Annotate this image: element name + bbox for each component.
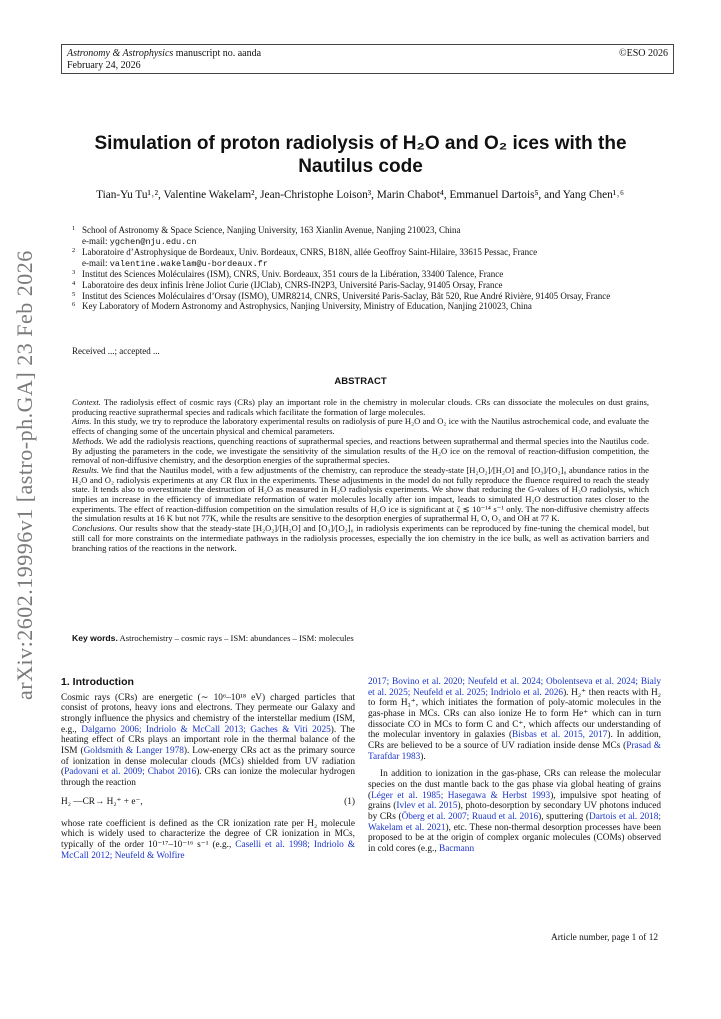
citation-link[interactable]: Padovani et al. 2009; Chabot 2016 (64, 767, 197, 778)
journal-name: Astronomy & Astrophysics (67, 48, 174, 59)
section-title: 1. Introduction (61, 676, 134, 688)
affiliation-2: 2 Laboratoire d’Astrophysique de Bordeaux, Univ. Bordeaux, CNRS, B18N, allée Geoffroy Saint-Hilaire, 33615 Pessac, France e-mail: valentine.wakelam@u-bordeaux.fr (72, 247, 538, 269)
affiliations (72, 225, 657, 312)
citation-link[interactable]: Dartois et al. 2018; Wakelam et al. 2021 (368, 811, 661, 833)
abstract-results: Results. We find that the Nautilus model, with a few adjustments of the chemistry, can reproduce the steady-state [H₂O₂]/[H₂O] and [O₃]/[O₂]₀ abundance ratios in the H₂O and O₂ radiolysis experiments at any CR flux in the experiments. These adjustments in the model do not fully reproduce the fluence required to reach the steady state. It tends also to overestimate the destruction of H₂O as measured in H₂O radiolysis experiments. We show that reducing the G-values of H₂O radiolysis, which implies an increase in the efficiency of immediate reformation of water molecules locally after ion impact, leads to simulated H₂O destruction rates closer to the experiments. The effect of reaction-diffusion competition on the simulation results of H₂O ice is significant at ζ ≲ 10⁻¹⁴ s⁻¹ only. The non-diffusive chemistry affects the simulation results at 16 K but not 77K, while the results are sensitive to the desorption energies of suprathermal H, O, O₃ and OH at 77 K. (72, 464, 649, 524)
citation-link[interactable]: Goldsmith & Langer 1978 (83, 745, 184, 756)
intro-paragraph-2: whose rate coefficient is defined as the CR ionization rate per H₂ molecule which is widely used to characterize the degree of CR ionization in MCs, typically of the order 10⁻¹⁷–10⁻¹⁶ s⁻¹ (e.g., Caselli et al. 1998; Indriolo & McCall 2012; Neufeld & Wolfire (61, 818, 356, 861)
equation-number: (1) (344, 796, 355, 807)
citation-link[interactable]: Prasad & Tarafdar 1983 (368, 740, 661, 762)
affiliation-1: 1 School of Astronomy & Space Science, Nanjing University, 163 Xianlin Avenue, Nanjing 210023, China e-mail: ygchen@nju.edu.cn (72, 225, 461, 247)
equation-1 (61, 797, 355, 811)
intro-paragraph-2-cont: 2017; Bovino et al. 2020; Neufeld et al. 2024; Obolentseva et al. 2024; Bialy et al. 2025; Neufeld et al. 2025; Indriolo et al. 2026). H₂⁺ then reacts with H₂ to form H₃⁺, which initiates the formation of poly-atomic molecules in the gas-phase in MCs. CRs can also ionize He to form He⁺ which can in turn dissociate CO in MCs to form C and C⁺, which affects our understanding of the molecular inventory in galaxies (Bisbas et al. 2015, 2017). In addition, CRs are believed to be a source of UV radiation inside dense MCs (Prasad & Tarafdar 1983). (368, 677, 662, 762)
right-column (368, 677, 661, 855)
abstract-conclusions: Conclusions. Our results show that the steady-state [H₂O₂]/[H₂O] and [O₃]/[O₂]₀ in radiolysis experiments can be reproduced by fine-tuning the chemical model, but still call for more constraints on the intermediate pathways in the radiolysis processes, especially the ion chemistry in the ice bulk, as well as activation barriers and branching ratios of the reactions in the network. (72, 523, 649, 553)
citation-link[interactable]: Ivlev et al. 2015 (396, 801, 458, 812)
paper-title: Simulation of proton radiolysis of H₂O and O₂ ices with the Nautilus code (94, 133, 627, 177)
received-line: Received ...; accepted ... (72, 346, 160, 356)
author-list: Tian-Yu Tu¹˒², Valentine Wakelam², Jean-Christophe Loison³, Marin Chabot⁴, Emmanuel Dartois⁵, and Yang Chen¹˒⁶ (96, 189, 624, 201)
email-link[interactable]: ygchen@nju.edu.cn (109, 236, 197, 247)
affiliation-4: 4 Laboratoire des deux infinis Irène Joliot Curie (IJClab), CNRS-IN2P3, Université Paris-Saclay, 91405 Orsay, France (72, 279, 503, 290)
copyright: ©ESO 2026 (619, 48, 668, 59)
citation-link[interactable]: Öberg et al. 2007; Ruaud et al. 2016 (401, 811, 539, 822)
intro-paragraph-3: In addition to ionization in the gas-phase, CRs can release the molecular species on the dust mantle back to the gas phase via global heating of grains (Léger et al. 1985; Hasegawa & Herbst 1993), impulsive spot heating of grains (Ivlev et al. 2015), photo-desorption by secondary UV photons induced by CRs (Öberg et al. 2007; Ruaud et al. 2016), sputtering (Dartois et al. 2018; Wakelam et al. 2021), etc. These non-thermal desorption processes have been proposed to be at the origin of complex organic molecules (COMs) observed in cold cores (e.g., Bacmann (368, 769, 661, 854)
keywords-label: Key words. (72, 633, 118, 643)
manuscript-id: manuscript no. aanda (175, 48, 262, 59)
affiliation-6: 6 Key Laboratory of Modern Astronomy and Astrophysics, Nanjing University, Ministry of Education, Nanjing 210023, China (72, 301, 532, 312)
citation-link[interactable]: Bisbas et al. 2015, 2017 (512, 730, 608, 741)
keywords (72, 633, 649, 643)
abstract-methods: Methods. We add the radiolysis reactions, quenching reactions of suprathermal species, and reactions between suprathermal and thermal species into the Nautilus code. By adjusting the parameters in the code, we investigate the sensitivity of the simulation results of the H₂O ice on the removal of reaction-diffusion competition, the removal of non-diffusive chemistry, and the desorption energies of the suprathermal species. (72, 435, 649, 466)
arxiv-stamp: arXiv:2602.19996v1 [astro-ph.GA] 23 Feb 2026 (12, 250, 37, 700)
header-date: February 24, 2026 (67, 60, 141, 71)
citation-link[interactable]: Dalgarno 2006; Indriolo & McCall 2013; Gaches & Viti 2025 (81, 724, 331, 735)
citation-link[interactable]: 2017; Bovino et al. 2020; Neufeld et al. 2024; Obolentseva et al. 2024; Bialy et al. 2025; Neufeld et al. 2025; Indriolo et al. 2026 (368, 677, 661, 698)
keywords-text: Astrochemistry – cosmic rays – ISM: abundances – ISM: molecules (119, 633, 354, 643)
header-left (67, 48, 261, 72)
abstract-aims: Aims. In this study, we try to reproduce the laboratory experimental results on radiolysis of pure H₂O and O₂ ice with the Nautilus astrochemical code, and evaluate the effects of changing some of the uncertain physical and chemical parameters. (72, 416, 649, 437)
affiliation-3: 3 Institut des Sciences Moléculaires (ISM), CNRS, Univ. Bordeaux, 351 cours de la Libération, 33400 Talence, France (72, 269, 504, 280)
equation-body: H₂ —CR→ H₂⁺ + e⁻, (61, 796, 143, 807)
citation-link[interactable]: Caselli et al. 1998; Indriolo & McCall 2012; Neufeld & Wolfire (61, 839, 356, 861)
intro-paragraph-1: Cosmic rays (CRs) are energetic (∼ 10⁶–10¹⁸ eV) charged particles that consist of protons, heavy ions and electrons. They permeate our Galaxy and strongly influence the physics and chemistry of the interstellar medium (ISM, e.g., Dalgarno 2006; Indriolo & McCall 2013; Gaches & Viti 2025). The heating effect of CRs plays an important role in the thermal balance of the ISM (Goldsmith & Langer 1978). Low-energy CRs act as the primary source of ionization in dense molecular clouds (MCs) shielded from UV radiation (Padovani et al. 2009; Chabot 2016). CRs can ionize the molecular hydrogen through the reaction (61, 692, 355, 788)
page-footer: Article number, page 1 of 12 (551, 933, 659, 943)
running-header (61, 44, 674, 74)
citation-link[interactable]: Bacmann (439, 843, 475, 854)
citation-link[interactable]: Léger et al. 1985; Hasegawa & Herbst 1993 (371, 790, 551, 801)
email-link[interactable]: valentine.wakelam@u-bordeaux.fr (109, 258, 268, 269)
abstract-body (72, 398, 649, 553)
left-column (61, 677, 355, 861)
abstract-context: Context. The radiolysis effect of cosmic rays (CRs) play an important role in the chemistry in molecular clouds. CRs can dissociate the molecules on dust grains, producing reactive suprathermal species and radicals which facilitate the formation of large molecules. (72, 397, 649, 417)
abstract-heading: ABSTRACT (334, 376, 387, 387)
affiliation-5: 5 Institut des Sciences Moléculaires d’Orsay (ISMO), UMR8214, CNRS, Université Paris-Saclay, Bât 520, Rue André Rivière, 91405 Orsay, France (72, 290, 611, 301)
